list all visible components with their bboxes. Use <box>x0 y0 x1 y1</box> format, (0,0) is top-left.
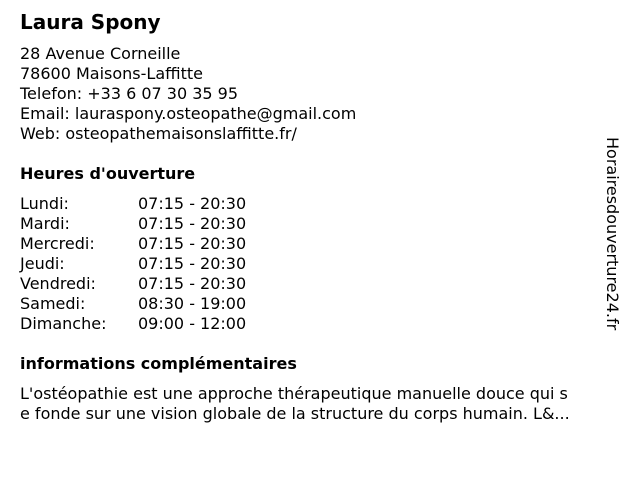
hours-row <box>20 294 246 314</box>
phone-line: Telefon: +33 6 07 30 35 95 <box>20 84 239 103</box>
hours-day: Lundi: <box>20 194 69 213</box>
hours-time: 07:15 - 20:30 <box>138 194 247 213</box>
info-text <box>20 384 620 424</box>
hours-row <box>20 234 246 254</box>
info-title: informations complémentaires <box>20 354 297 373</box>
info-line: e fonde sur une vision globale de la structure du corps humain. L&... <box>20 404 570 423</box>
address-city: 78600 Maisons-Laffitte <box>20 64 203 83</box>
hours-row <box>20 254 246 274</box>
hours-time: 08:30 - 19:00 <box>138 294 247 313</box>
hours-row <box>20 214 246 234</box>
hours-day: Samedi: <box>20 294 86 313</box>
email-line: Email: lauraspony.osteopathe@gmail.com <box>20 104 357 123</box>
contact-block <box>20 44 356 144</box>
address-street: 28 Avenue Corneille <box>20 44 181 63</box>
business-name: Laura Spony <box>20 10 161 34</box>
hours-day: Jeudi: <box>20 254 65 273</box>
hours-row <box>20 194 246 214</box>
hours-time: 07:15 - 20:30 <box>138 234 247 253</box>
hours-day: Vendredi: <box>20 274 96 293</box>
hours-time: 07:15 - 20:30 <box>138 214 247 233</box>
hours-time: 07:15 - 20:30 <box>138 274 247 293</box>
watermark: Horairesdouverture24.fr <box>603 137 622 331</box>
hours-title: Heures d'ouverture <box>20 164 196 183</box>
hours-day: Mardi: <box>20 214 70 233</box>
hours-row <box>20 314 246 334</box>
hours-time: 07:15 - 20:30 <box>138 254 247 273</box>
hours-time: 09:00 - 12:00 <box>138 314 247 333</box>
hours-day: Mercredi: <box>20 234 95 253</box>
web-line: Web: osteopathemaisonslaffitte.fr/ <box>20 124 297 143</box>
hours-table <box>20 194 246 334</box>
hours-row <box>20 274 246 294</box>
info-line: L'ostéopathie est une approche thérapeutique manuelle douce qui s <box>20 384 568 403</box>
hours-day: Dimanche: <box>20 314 107 333</box>
